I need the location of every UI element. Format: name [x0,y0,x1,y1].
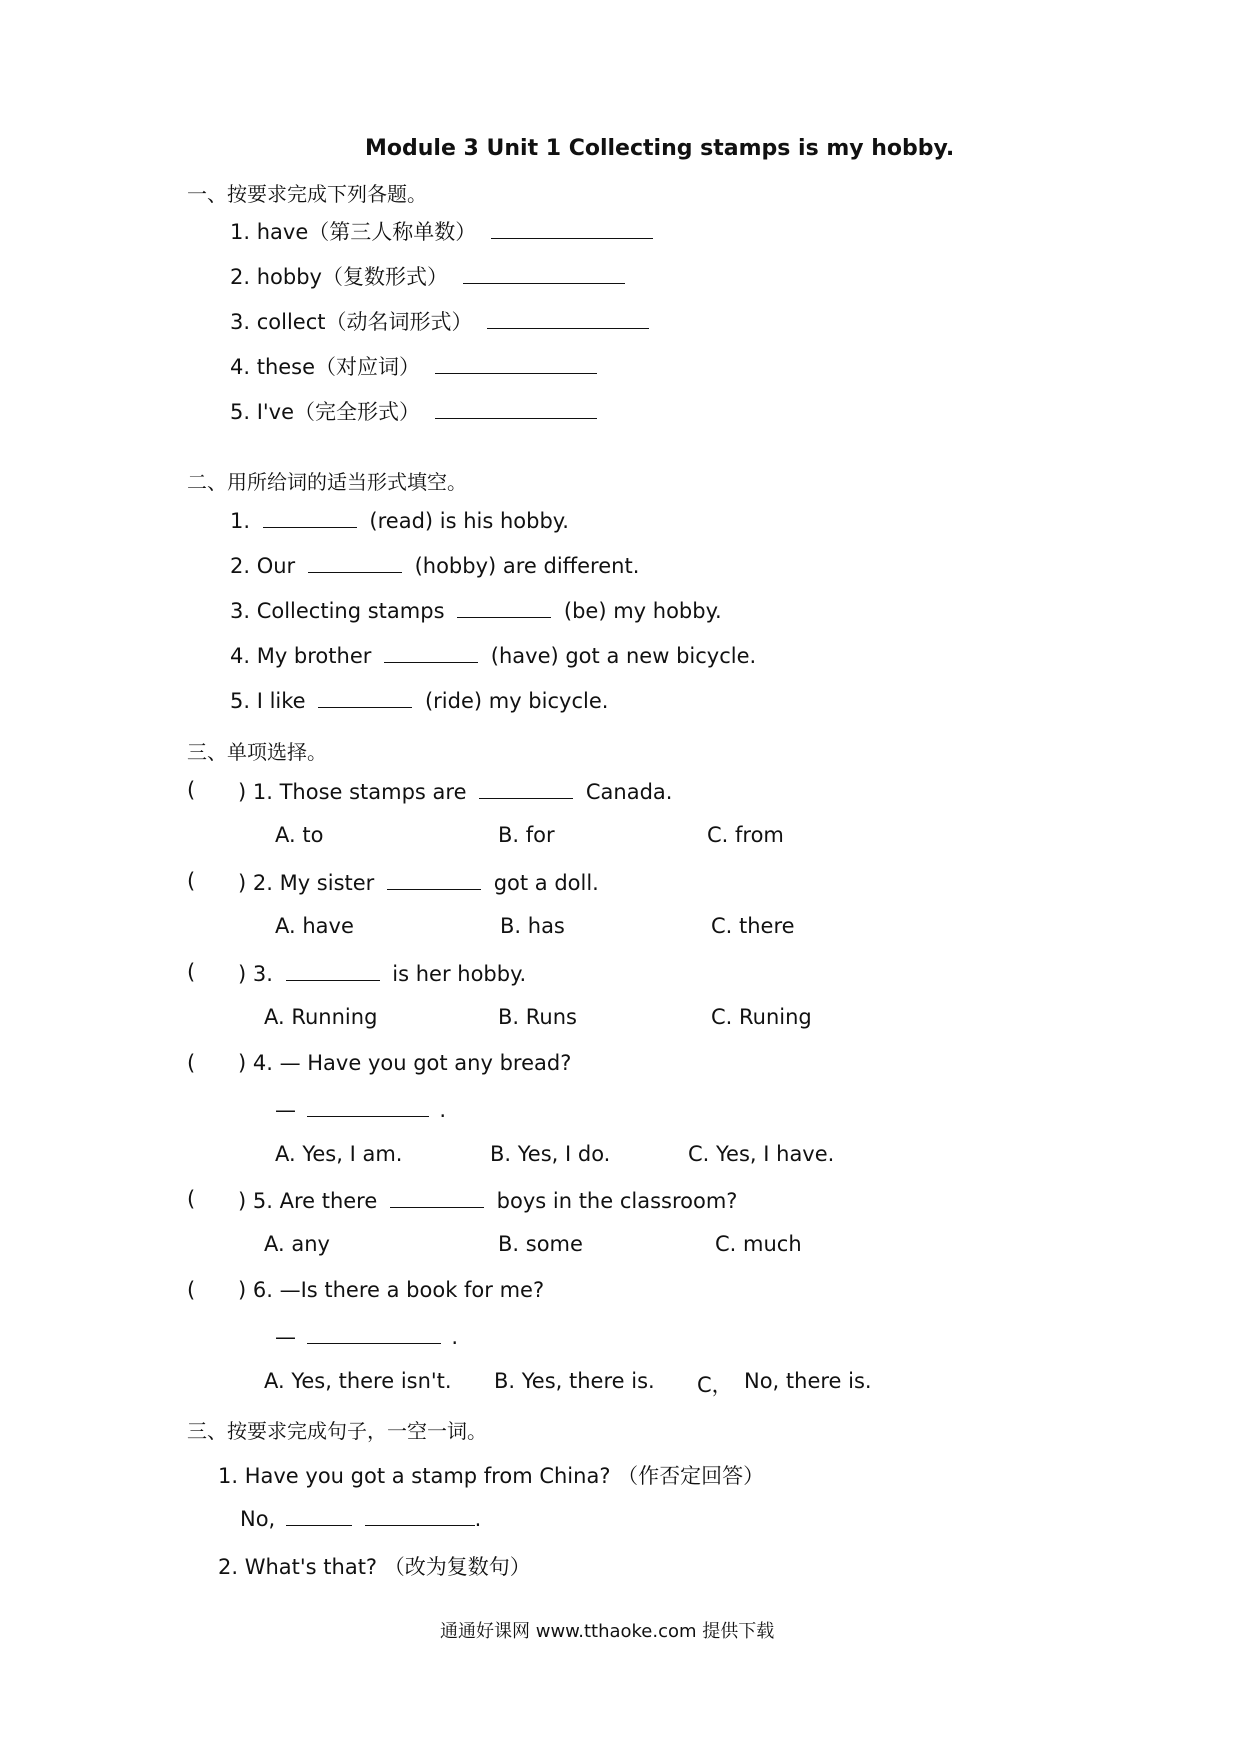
question-text: ) 6. —Is there a book for me? [238,1278,545,1302]
answer-paren-open[interactable]: ( [187,778,196,802]
question-pre: ) 3. [238,962,273,986]
item-text: 5. I've（完全形式） [230,400,421,424]
mc-question-2 [238,869,599,895]
section1-item-2 [230,261,625,291]
answer-paren-open[interactable]: ( [187,960,196,984]
section3-heading: 三、单项选择。 [187,740,327,764]
answer-blank[interactable] [318,687,412,708]
option-c[interactable]: C. from [707,823,784,847]
section2-item-4 [230,642,756,668]
item-text: 4. these（对应词） [230,355,421,379]
item-post: (have) got a new bicycle. [490,644,757,668]
option-c[interactable]: C. much [715,1232,802,1256]
item-text: 1. have（第三人称单数） [230,220,477,244]
question-post: is her hobby. [392,962,527,986]
answer-blank[interactable] [463,263,625,284]
section1-item-3 [230,306,649,336]
section1-item-4 [230,351,597,381]
section1-item-1 [230,216,653,246]
item-pre: 4. My brother [230,644,372,668]
option-a[interactable]: A. to [275,823,324,847]
answer-line [275,1323,458,1349]
option-c[interactable]: C. Yes, I have. [688,1142,835,1166]
section2-heading: 二、用所给词的适当形式填空。 [187,470,467,494]
item-pre: 2. Our [230,554,296,578]
page-title: Module 3 Unit 1 Collecting stamps is my hobby. [365,136,955,161]
item-post: (be) my hobby. [563,599,722,623]
answer-blank[interactable] [308,552,402,573]
answer-blank[interactable] [307,1096,429,1117]
answer-blank[interactable] [487,308,649,329]
section4-heading: 三、按要求完成句子，一空一词。 [187,1419,487,1443]
option-a[interactable]: A. Yes, I am. [275,1142,403,1166]
answer-paren-open[interactable]: ( [187,1278,196,1302]
mc-question-3 [238,960,526,986]
answer-blank[interactable] [307,1323,441,1344]
section4-question-1: 1. Have you got a stamp from China? （作否定回答） [218,1464,765,1488]
item-pre: 3. Collecting stamps [230,599,445,623]
section1-heading: 一、按要求完成下列各题。 [187,182,427,206]
answer-dash: — [275,1098,296,1122]
section2-item-2 [230,552,639,578]
option-b[interactable]: B. for [498,823,555,847]
item-post: (read) is his hobby. [369,509,569,533]
answer-blank[interactable] [384,642,478,663]
answer-blank[interactable] [387,869,481,890]
item-text: 2. hobby（复数形式） [230,265,448,289]
question-post: got a doll. [493,871,599,895]
option-b[interactable]: B. Runs [498,1005,577,1029]
answer-pre: No, [240,1507,276,1531]
question-pre: ) 2. My sister [238,871,375,895]
option-c[interactable]: C. there [711,914,795,938]
section2-item-3 [230,597,722,623]
answer-blank[interactable] [365,1505,475,1526]
option-a[interactable]: A. Yes, there isn't. [264,1369,452,1393]
option-c[interactable]: C. Runing [711,1005,812,1029]
answer-blank[interactable] [491,218,653,239]
item-post: (hobby) are different. [414,554,640,578]
option-b[interactable]: B. Yes, I do. [490,1142,611,1166]
item-text: 3. collect（动名词形式） [230,310,473,334]
mc-question-5 [238,1187,737,1213]
answer-line [275,1096,446,1122]
question-post: Canada. [585,780,673,804]
option-b[interactable]: B. Yes, there is. [494,1369,655,1393]
answer-end: . [474,1507,482,1531]
section4-answer-1 [240,1505,481,1531]
item-pre: 1. [230,509,251,533]
question-pre: ) 1. Those stamps are [238,780,467,804]
option-b[interactable]: B. some [498,1232,583,1256]
answer-paren-open[interactable]: ( [187,869,196,893]
option-a[interactable]: A. any [264,1232,330,1256]
question-post: boys in the classroom? [496,1189,738,1213]
item-post: (ride) my bicycle. [424,689,609,713]
option-a[interactable]: A. have [275,914,354,938]
answer-paren-open[interactable]: ( [187,1051,196,1075]
option-c-label[interactable]: C， [697,1373,733,1397]
page-footer: 通通好课网 www.tthaoke.com 提供下载 [440,1621,775,1642]
answer-end: . [451,1325,459,1349]
answer-dash: — [275,1325,296,1349]
question-text: ) 4. — Have you got any bread? [238,1051,572,1075]
option-b[interactable]: B. has [500,914,565,938]
answer-paren-open[interactable]: ( [187,1187,196,1211]
answer-blank[interactable] [457,597,551,618]
answer-blank[interactable] [435,353,597,374]
option-c-text[interactable]: No, there is. [744,1369,872,1393]
answer-blank[interactable] [286,960,380,981]
question-pre: ) 5. Are there [238,1189,378,1213]
section4-question-2: 2. What's that? （改为复数句） [218,1555,531,1579]
answer-blank[interactable] [435,398,597,419]
section2-item-1 [230,507,569,533]
mc-question-4 [238,1051,571,1075]
mc-question-1 [238,778,672,804]
answer-blank[interactable] [479,778,573,799]
mc-question-6 [238,1278,544,1302]
option-a[interactable]: A. Running [264,1005,378,1029]
item-pre: 5. I like [230,689,306,713]
answer-blank[interactable] [286,1505,352,1526]
answer-end: . [439,1098,447,1122]
answer-blank[interactable] [263,507,357,528]
answer-blank[interactable] [390,1187,484,1208]
section1-item-5 [230,396,597,426]
section2-item-5 [230,687,608,713]
